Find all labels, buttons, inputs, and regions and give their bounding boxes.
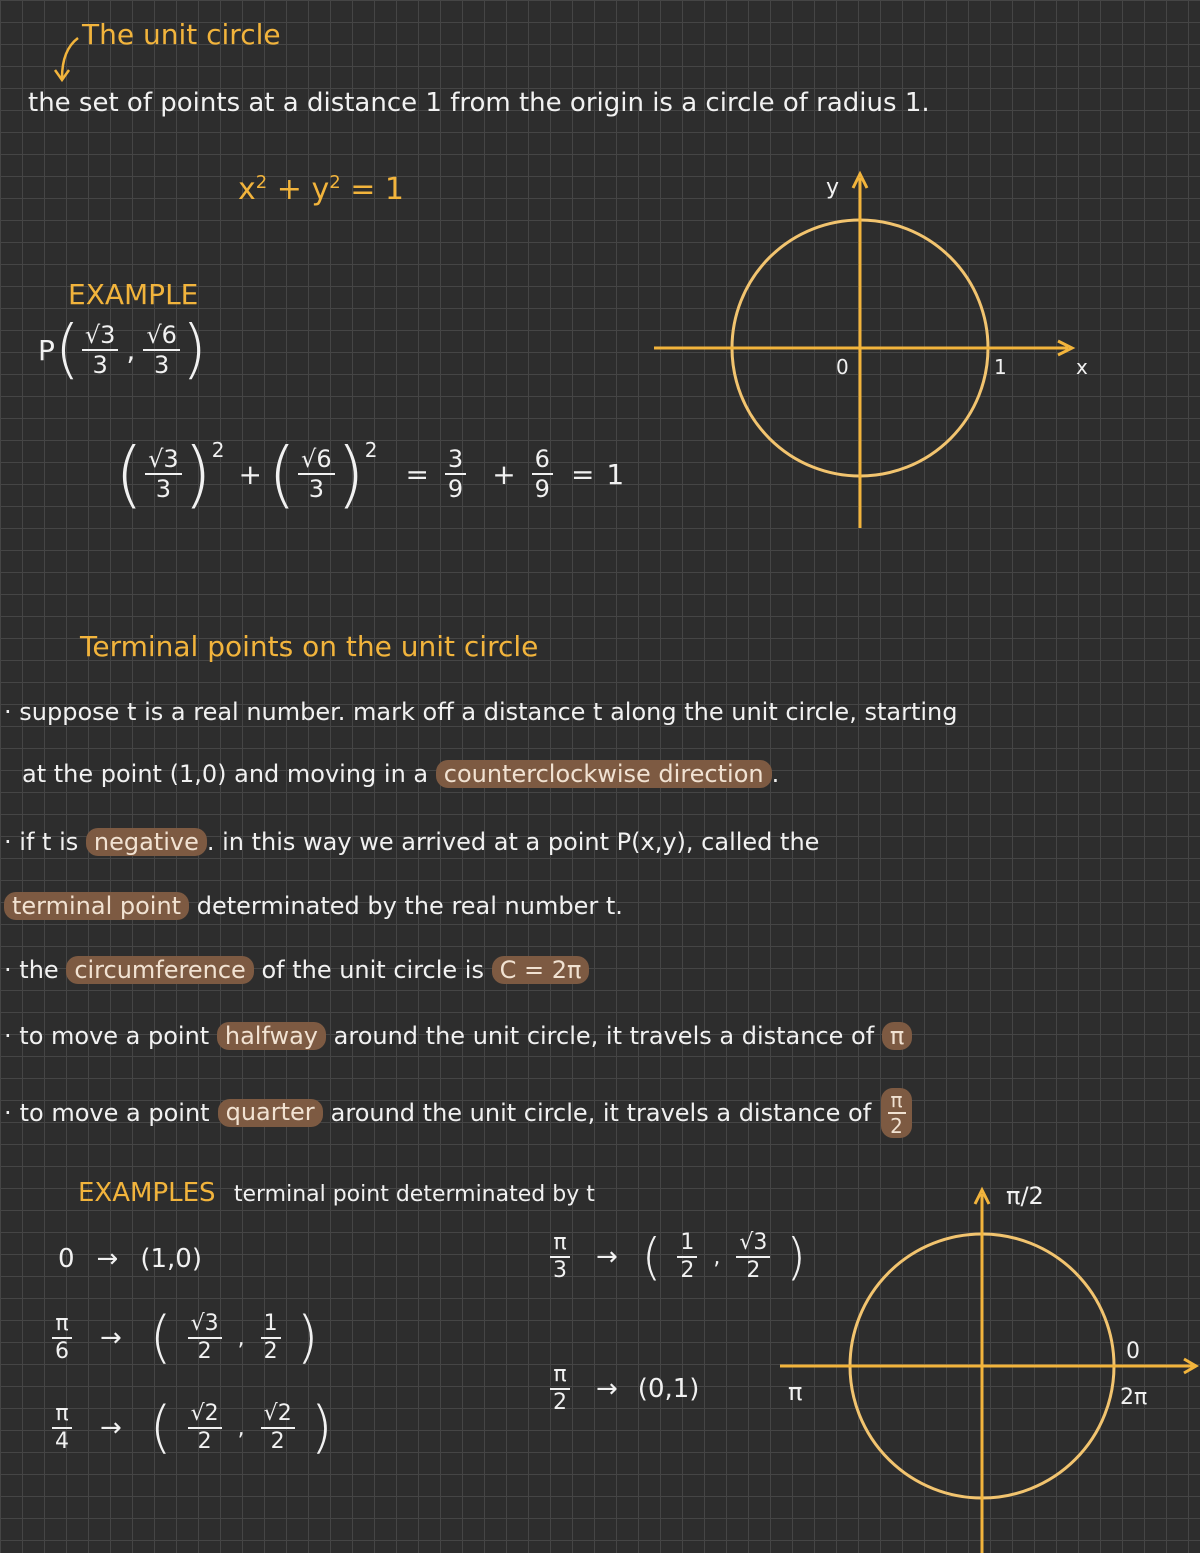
point-pi-2: (0,1) [637,1374,700,1404]
calc-exp-2: 2 [364,438,378,462]
unit-circle-diagram-2 [770,1170,1200,1553]
point-pi-3-y-num: √3 [736,1232,770,1258]
origin-label: 0 [836,355,849,379]
bullet-3-text-a: the [19,956,59,984]
point-pi-6-x-den: 2 [197,1339,212,1364]
bullet-3 [4,956,589,985]
highlight-circumference-formula: C = 2π [492,956,590,984]
paren-open: ( [641,1228,662,1286]
highlight-negative: negative [86,828,207,856]
calc-frac-4-den: 9 [534,475,550,503]
eq-y: y [311,172,330,207]
point-x-den: 3 [92,351,108,379]
terminal-section-title: Terminal points on the unit circle [80,630,539,663]
eq-x: x [238,172,256,207]
bullet-dot: · [4,1099,12,1127]
point-pi-4-y-num: √2 [261,1403,295,1429]
arrow-icon: → [96,1244,119,1274]
t-value-pi-3 [550,1232,570,1282]
point-pi-3-x [677,1232,697,1282]
arrow-icon: → [596,1242,618,1272]
example-row-0 [58,1244,202,1274]
highlight-quarter: quarter [218,1099,323,1127]
highlight-terminal-point: terminal point [4,892,189,920]
t-pi-3-num: π [550,1232,569,1258]
point-pi-3-y-den: 2 [746,1258,761,1283]
bullet-2-line-1 [4,828,819,857]
point-pi-4-y-den: 2 [270,1429,285,1454]
point-x-fraction [82,323,119,377]
t-pi-4-den: 4 [55,1429,69,1454]
bullet-4 [4,1022,912,1051]
bullet-4-text-a: to move a point [19,1022,210,1050]
bullet-2-line-2 [4,892,623,921]
bullet-5 [4,1088,914,1138]
calc-exp-1: 2 [211,438,225,462]
bullet-1-text-b: at the point (1,0) and moving in a [22,760,429,788]
paren-close: ) [786,1228,806,1286]
unit-circle-equation [238,172,404,207]
highlight-halfway: halfway [217,1022,326,1050]
point-pi-3-x-num: 1 [677,1232,697,1258]
highlight-circumference: circumference [66,956,253,984]
calc-frac-2-den: 3 [308,475,324,503]
point-pi-6-y-den: 2 [263,1339,278,1364]
point-comma: , [237,1415,245,1441]
paren-open: ( [149,1395,172,1460]
paren-close: ) [181,313,207,387]
point-pi-6-x-num: √3 [188,1313,222,1339]
calc-frac-3 [445,447,466,501]
bullet-2-text-a: if t is [19,828,79,856]
highlight-counterclockwise: counterclockwise direction [436,760,772,788]
paren-open: ( [149,1305,172,1370]
t-pi-3-den: 3 [553,1258,567,1283]
label-pi-over-2: π/2 [1006,1182,1044,1210]
calc-frac-4-num: 6 [532,447,553,475]
bullet-2-text-b: . in this way we arrived at a point P(x,y), called the [206,828,820,856]
pi-over-2-den: 2 [890,1114,903,1138]
point-y-den: 3 [153,351,170,379]
calc-result: 1 [606,457,625,491]
eq-one: 1 [384,172,404,207]
example-label: EXAMPLE [68,278,199,311]
point-pi-4-x-num: √2 [188,1403,222,1429]
eq-equals: = [350,172,376,207]
calc-plus-2: + [492,457,516,491]
paren-close: ) [310,1395,333,1460]
example-row-pi-2 [548,1364,699,1414]
bullet-dot: · [4,828,12,856]
point-pi-6-y-num: 1 [261,1313,281,1339]
example-calculation [115,432,625,516]
point-0: (1,0) [140,1244,202,1274]
page-title: The unit circle [82,18,281,51]
example-row-pi-4 [50,1395,333,1460]
arrow-icon: → [100,1413,122,1443]
point-pi-3-x-den: 2 [680,1258,695,1283]
bullet-2-text-c: determinated by the real number t. [196,892,623,920]
example-row-pi-3 [548,1228,806,1286]
label-two-pi: 2π [1120,1385,1148,1410]
point-y-num: √6 [143,323,180,351]
bullet-3-text-b: of the unit circle is [261,956,484,984]
arrow-icon: → [100,1323,122,1353]
unit-circle-diagram [640,160,1100,540]
point-x-num: √3 [82,323,119,351]
calc-frac-4 [532,447,553,501]
point-comma: , [126,333,136,367]
y-axis-label: y [826,175,840,200]
bullet-1-line-2 [22,760,779,789]
t-pi-4-num: π [52,1403,71,1429]
calc-frac-3-num: 3 [445,447,466,475]
paren-close-1: ) [183,432,212,516]
paren-open: ( [54,313,80,387]
calc-frac-2-num: √6 [298,447,335,475]
t-value-pi-4 [52,1403,72,1453]
bullet-5-text-a: to move a point [19,1099,210,1127]
bullet-1-end: . [771,760,780,788]
calc-equals-2: = [570,457,595,491]
point-label: P [38,333,55,367]
definition-text: the set of points at a distance 1 from the origin is a circle of radius 1. [28,88,930,118]
calc-equals-1: = [405,457,429,491]
t-pi-6-den: 6 [55,1339,69,1364]
label-zero: 0 [1126,1339,1140,1364]
t-value-0: 0 [58,1244,75,1274]
paren-close-2: ) [336,432,365,516]
bullet-dot: · [4,956,12,984]
example-row-pi-6 [50,1305,319,1370]
calc-frac-1 [145,447,182,501]
point-pi-4-x [188,1403,222,1453]
point-pi-4-x-den: 2 [197,1429,212,1454]
bullet-dot: · [4,698,12,726]
highlight-pi: π [882,1022,912,1050]
t-value-pi-6 [52,1313,72,1363]
t-pi-2-num: π [550,1364,569,1390]
bullet-4-text-b: around the unit circle, it travels a distance of [333,1022,875,1050]
paren-open-1: ( [115,432,144,516]
x-axis-label: x [1076,355,1088,379]
examples-heading [78,1178,595,1208]
examples-label: EXAMPLES [78,1178,216,1208]
bullet-1-text-a: suppose t is a real number. mark off a distance t along the unit circle, starting [19,698,958,726]
label-pi: π [788,1378,803,1406]
calc-frac-2 [298,447,335,501]
examples-subtitle: terminal point determinated by t [233,1182,595,1207]
point-y-fraction [143,323,180,377]
paren-close: ) [296,1305,319,1370]
example-point [38,313,207,387]
t-pi-2-den: 2 [553,1390,567,1415]
paren-open-2: ( [267,432,297,516]
point-comma: , [713,1244,721,1270]
t-pi-6-num: π [52,1313,71,1339]
point-comma: , [237,1325,245,1351]
calc-frac-1-num: √3 [145,447,182,475]
pi-over-2-num: π [888,1090,906,1114]
arrow-icon: → [596,1374,618,1404]
highlight-pi-over-2 [881,1088,912,1138]
t-value-pi-2 [550,1364,570,1414]
calc-plus: + [238,457,262,491]
bullet-1-line-1 [4,698,957,726]
bullet-dot: · [4,1022,12,1050]
eq-plus: + [276,172,302,207]
point-pi-6-x [188,1313,222,1363]
point-pi-4-y [261,1403,295,1453]
bullet-5-text-b: around the unit circle, it travels a distance of [330,1099,872,1127]
point-pi-6-y [261,1313,281,1363]
eq-x-exp: 2 [255,172,268,193]
point-pi-3-y [736,1232,770,1282]
calc-frac-1-den: 3 [155,475,172,503]
one-label: 1 [994,355,1007,379]
calc-frac-3-den: 9 [447,475,464,503]
eq-y-exp: 2 [329,172,341,193]
